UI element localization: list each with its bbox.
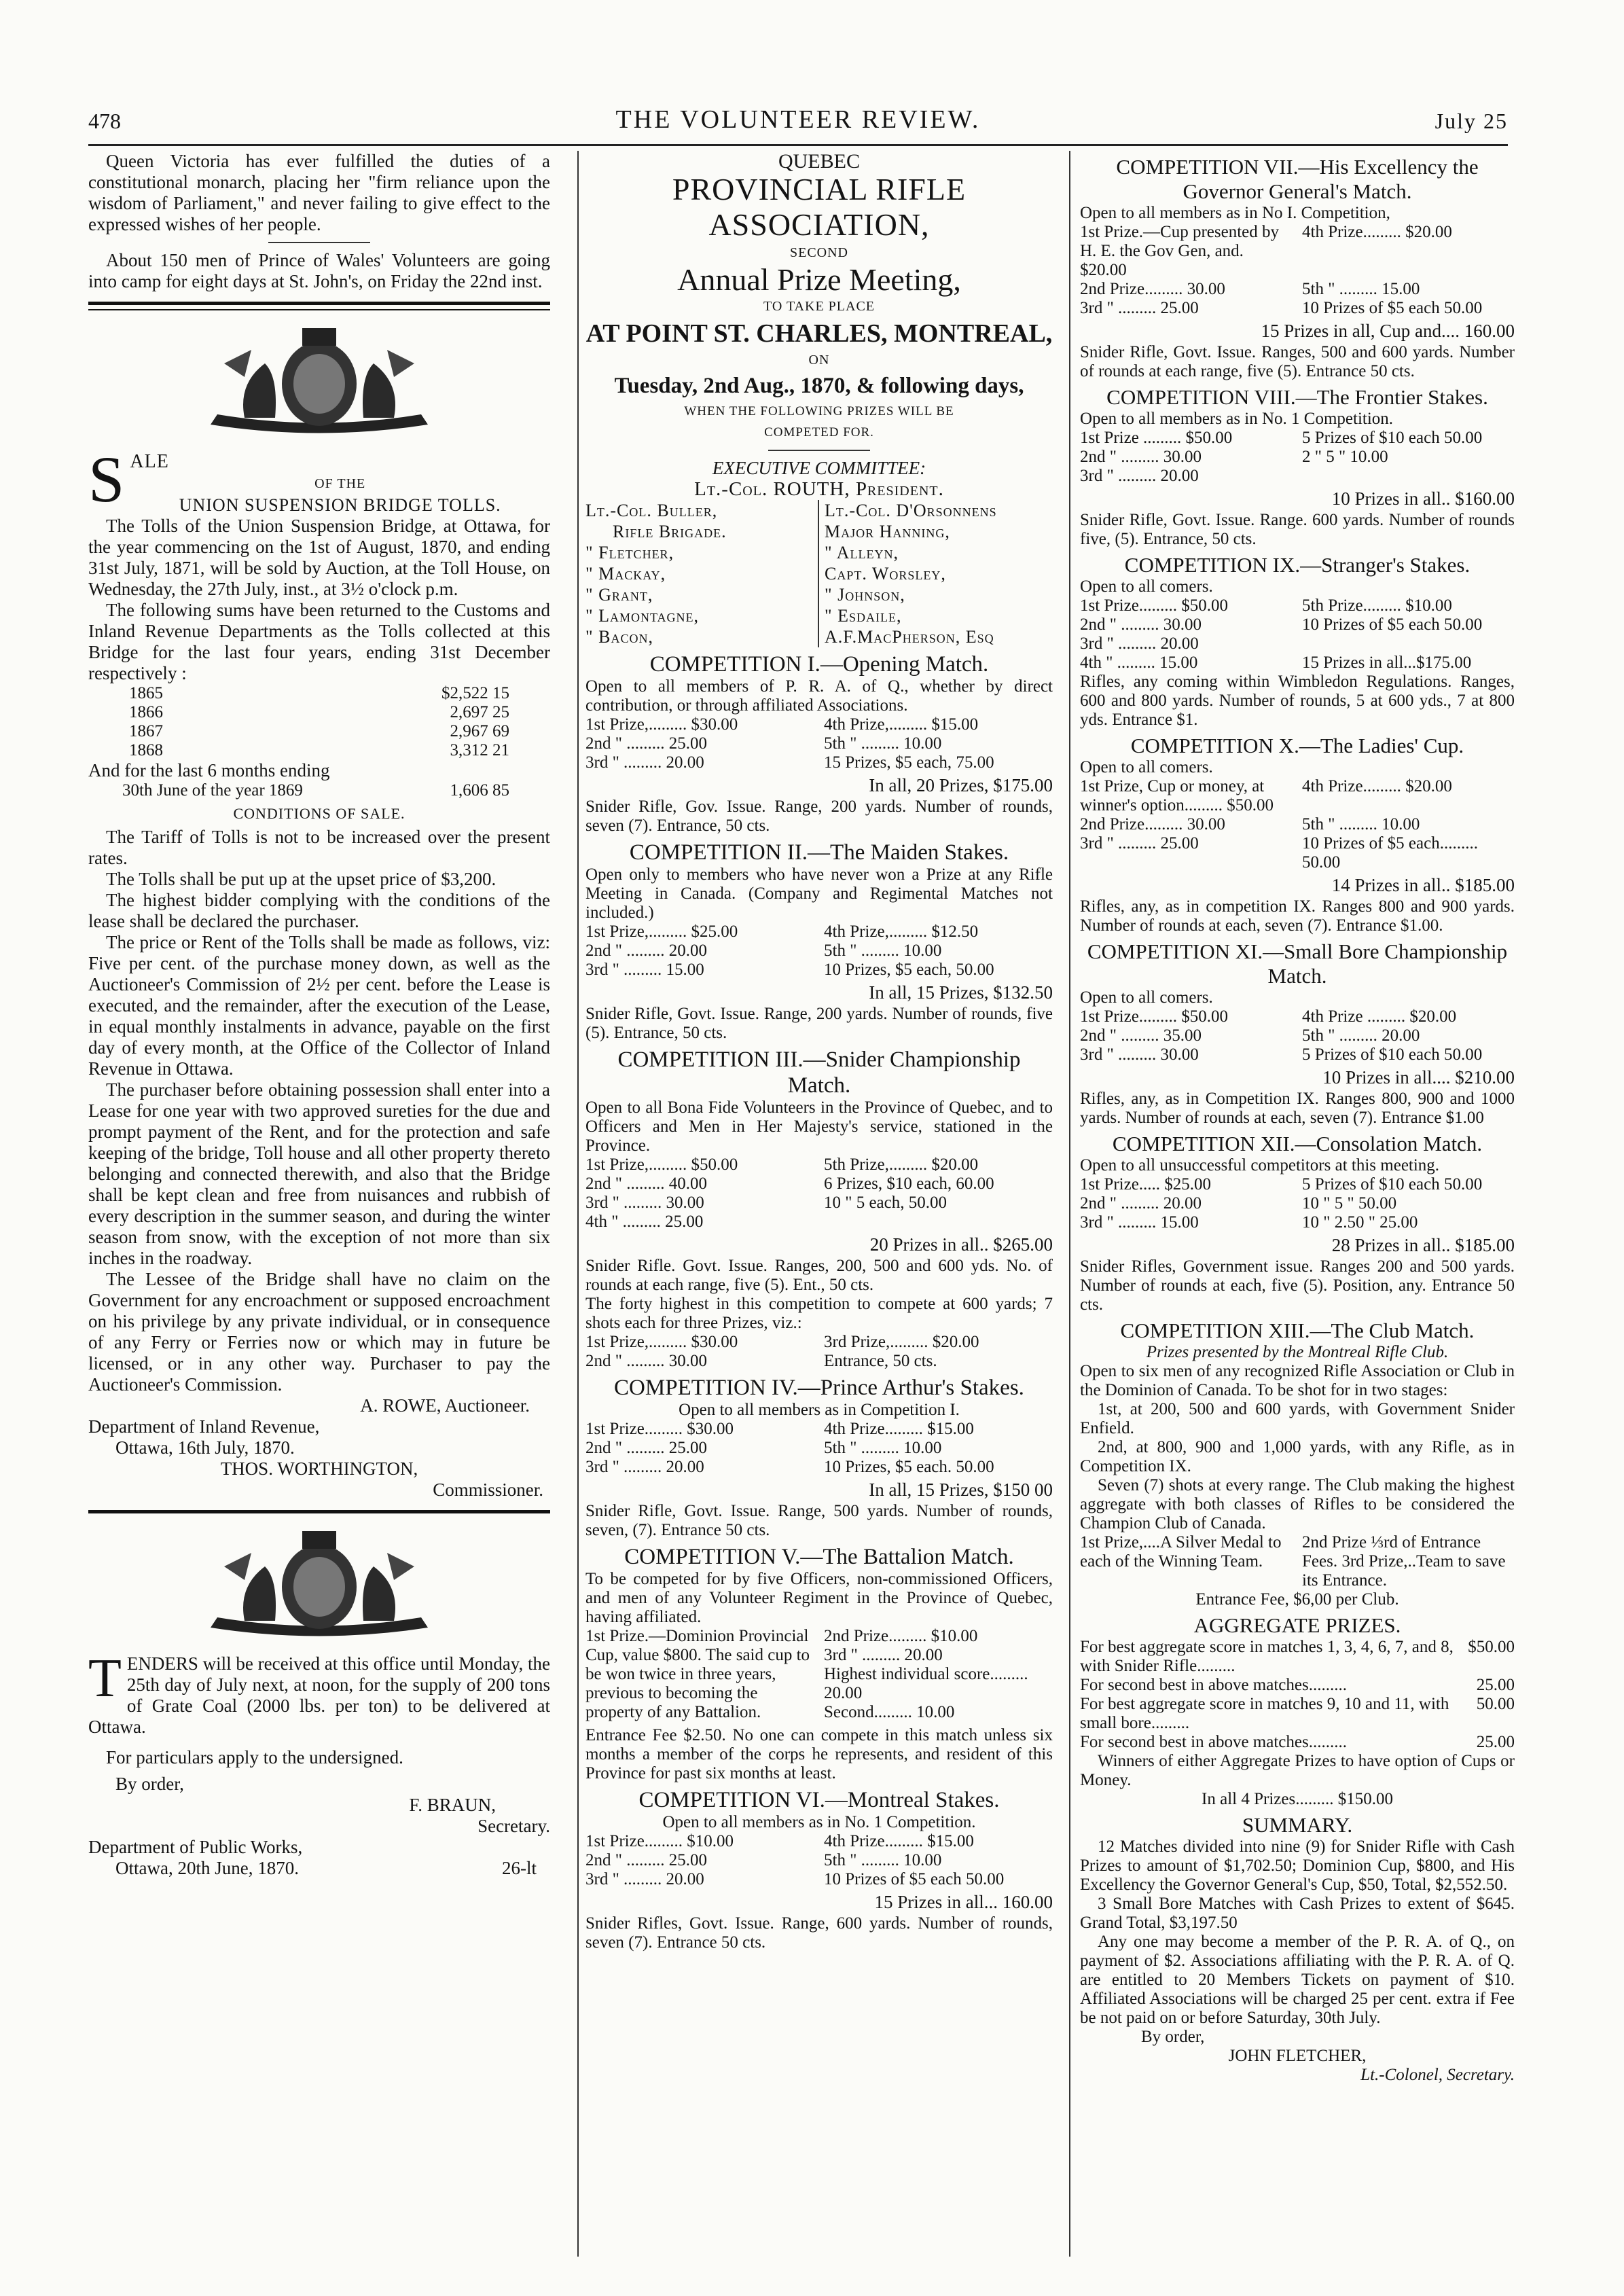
officer: Lt.-Col. Buller, — [585, 500, 819, 521]
competition-3-open: Open to all Bona Fide Volunteers in the Province of Quebec, and to Officers and Men in Her Majesty's service, stationed in the Province. — [585, 1098, 1053, 1155]
ad-second: SECOND — [789, 245, 848, 260]
condition-5: The purchaser before obtaining possession shall enter into a Lease for one year with two approved sureties for the due and prompt payment of the Rent, and for the protection and safe keeping of the bridge, Toll house and all other property thereto belonging and connected therewith, and also that the Bridge shall be kept clean and free from nuisances and rubbish of every description in the summer season, and during the winter season from snow, with the exception of not more than six inches in the roadway. — [88, 1079, 550, 1268]
tolls-row: 1866 2,697 25 — [129, 703, 509, 721]
dept-inland-revenue: Department of Inland Revenue, — [88, 1416, 320, 1437]
competition-6-title: COMPETITION VI.—Montreal Stakes. — [638, 1788, 1000, 1812]
sale-dropcap: S — [88, 450, 125, 516]
competition-7-total: 15 Prizes in all, Cup and.... 160.00 — [1261, 321, 1515, 341]
ad-place: AT POINT ST. CHARLES, MONTREAL, — [585, 319, 1053, 348]
competition-12-total: 28 Prizes in all.. $185.00 — [1331, 1235, 1515, 1255]
ad-dates: Tuesday, 2nd Aug., 1870, & following days, — [614, 374, 1024, 398]
competition-3-rifle: Snider Rifle. Govt. Issue. Ranges, 200, 500 and 600 yds. No. of rounds at each range, five (5). Ent., 50 cts. — [585, 1257, 1053, 1294]
competition-7-title: COMPETITION VII.—His Excellency the Governor General's Match. — [1116, 155, 1479, 203]
competition-5-title: COMPETITION V.—The Battalion Match. — [624, 1545, 1014, 1569]
summary-paragraph-3: Any one may become a member of the P. R. A. of Q., on payment of $2. Associations affiliating with the P. R. A. of Q. are entitled to 20 Members Tickets on payment of $10. Affiliated Associations will be charged 25 per cent. extra if Fee be not paid on or before Saturday, 30th July. — [1080, 1933, 1515, 2027]
dept-public-works-date: Ottawa, 20th June, 1870. 26-lt — [115, 1858, 537, 1878]
issue-date: July 25 — [1434, 109, 1508, 133]
aggregate-row: For second best in above matches......... 25.00 — [1080, 1676, 1515, 1694]
page-number: 478 — [88, 109, 121, 133]
column-divider-2 — [1069, 151, 1070, 2257]
competition-9-open: Open to all comers. — [1080, 577, 1213, 596]
competition-13-fee: Entrance Fee, $6,00 per Club. — [1195, 1590, 1399, 1609]
competition-5-open: To be competed for by five Officers, non-commissioned Officers, and men of any Volunteer Regiment in the Province of Quebec, having affiliated. — [585, 1570, 1053, 1626]
royal-coat-of-arms-icon-2 — [88, 1526, 550, 1641]
competition-10-title: COMPETITION X.—The Ladies' Cup. — [1130, 734, 1464, 757]
competition-7-rifle: Snider Rifle, Govt. Issue. Ranges, 500 and 600 yards. Number of rounds at each range, five (5). Entrance 50 cts. — [1080, 343, 1515, 380]
ad-on: ON — [808, 353, 830, 367]
officer: " Johnson, — [825, 585, 905, 605]
competition-3-prizes: 1st Prize,......... $50.00 5th Prize,......... $20.00 2nd " ......... 40.00 6 Prizes, $10 each, 60.00 3rd " ......... 30.00 10 " 5 each, 50.00 4th " ......... 25.00 — [585, 1155, 994, 1231]
commissioner-name: THOS. WORTHINGTON, — [220, 1458, 418, 1479]
competition-13-stage-1: 1st, at 200, 500 and 600 yards, with Government Snider Enfield. — [1080, 1400, 1515, 1437]
competition-2-total: In all, 15 Prizes, $132.50 — [869, 982, 1053, 1003]
condition-1: The Tariff of Tolls is not to be increased over the present rates. — [88, 827, 550, 868]
competition-6-total: 15 Prizes in all... 160.00 — [874, 1892, 1053, 1912]
competition-9-prizes: 1st Prize......... $50.00 5th Prize......... $10.00 2nd " ......... 30.00 10 Prizes of $5 each 50.00 3rd " ......... 20.00 4th " ......... 15.00 15 Prizes in all...$175.00 — [1080, 596, 1483, 672]
tolls-row: 1865 $2,522 15 — [129, 684, 509, 702]
competition-11-open: Open to all comers. — [1080, 988, 1213, 1007]
ad-prizes-line2: COMPETED FOR. — [764, 425, 874, 440]
competition-5-entrance: Entrance Fee $2.50. No one can compete in this match unless six months a member of the corps he represents, and resident of this Province for past six months at least. — [585, 1726, 1053, 1782]
competition-12-rifle: Snider Rifles, Government issue. Ranges 200 and 500 yards. Number of rounds at each, five (5). Position, any. Entrance 50 cts. — [1080, 1257, 1515, 1314]
sale-heading-text: ALE — [130, 451, 169, 472]
aggregate-prizes-title: AGGREGATE PRIZES. — [1193, 1613, 1401, 1637]
divider — [768, 450, 870, 451]
competition-8-prizes: 1st Prize ......... $50.00 5 Prizes of $10 each 50.00 2nd " ......... 30.00 2 " 5 " 10.00 3rd " ......... 20.00 — [1080, 429, 1483, 485]
competition-10-rifle: Rifles, any, as in competition IX. Ranges 800 and 900 yards. Number of rounds at each, seven (7). Entrance $1.00. — [1080, 897, 1515, 935]
page-header — [88, 102, 1508, 148]
competition-4-prizes: 1st Prize......... $30.00 4th Prize......... $15.00 2nd " ......... 25.00 5th " ......... 10.00 3rd " ......... 20.00 10 Prizes, $5 each. 50.00 — [585, 1420, 994, 1476]
competition-11-total: 10 Prizes in all.... $210.00 — [1322, 1067, 1515, 1088]
aggregate-row: For best aggregate score in matches 9, 10 and 11, with small bore......... 50.00 — [1080, 1695, 1515, 1732]
sale-heading-bridge: UNION SUSPENSION BRIDGE TOLLS. — [179, 495, 501, 515]
summary-paragraph-1: 12 Matches divided into nine (9) for Snider Rifle with Cash Prizes to amount of $1,702.50; Dominion Cup, $800, and His Excellency the Governor General's Cup, $50, Total, $2,552.50. — [1080, 1837, 1515, 1894]
competition-6-open: Open to all members as in No. 1 Competition. — [662, 1813, 976, 1831]
president: Lt.-Col. ROUTH, President. — [694, 478, 944, 500]
competition-5-cup: 1st Prize.—Dominion Provincial Cup, value $800. The said cup to be won twice in three years, previous to becoming the property of any Battalion. — [585, 1627, 810, 1721]
competition-11-prizes: 1st Prize......... $50.00 4th Prize ......... $20.00 2nd " ......... 35.00 5th " ......... 20.00 3rd " ......... 30.00 5 Prizes of $10 each 50.00 — [1080, 1007, 1483, 1064]
competition-12-prizes: 1st Prize..... $25.00 5 Prizes of $10 each 50.00 2nd " ......... 20.00 10 " 5 " 50.00 3rd " ......... 15.00 10 " 2.50 " 25.00 — [1080, 1175, 1483, 1232]
column-left — [88, 151, 550, 2260]
aggregate-row: For second best in above matches......... 25.00 — [1080, 1733, 1515, 1751]
exec-committee-heading: EXECUTIVE COMMITTEE: — [712, 458, 926, 478]
competition-2-prizes: 1st Prize,......... $25.00 4th Prize,......... $12.50 2nd " ......... 20.00 5th " ......... 10.00 3rd " ......... 15.00 10 Prizes, $5 each, 50.00 — [585, 922, 994, 979]
aggregate-total: In all 4 Prizes......... $150.00 — [1202, 1790, 1393, 1808]
conditions-heading: CONDITIONS OF SALE. — [233, 805, 405, 822]
summary-by-order: By order, — [1141, 2028, 1205, 2046]
tender-text: ENDERS will be received at this office until Monday, the 25th day of July next, at noon, for the supply of 200 tons of Grate Coal (2000 lbs. per ton) to be delivered at Ottawa. — [88, 1653, 550, 1737]
tender-notice — [88, 1653, 550, 1738]
tolls-table — [88, 684, 550, 760]
dept-public-works: Department of Public Works, — [88, 1837, 303, 1857]
aggregate-note: Winners of either Aggregate Prizes to have option of Cups or Money. — [1080, 1752, 1515, 1789]
ad-annual-meeting: Annual Prize Meeting, — [677, 262, 961, 297]
competition-3-total: 20 Prizes in all.. $265.00 — [869, 1234, 1053, 1255]
auctioneer-signature: A. ROWE, Auctioneer. — [360, 1395, 530, 1416]
competition-9-rifle: Rifles, any coming within Wimbledon Regulations. Ranges, 600 and 800 yards. Number of rounds, 5 at 600 yds., 7 at 800 yds. Entrance $1. — [1080, 672, 1515, 729]
competition-13-rules: Seven (7) shots at every range. The Club making the highest aggregate with both classes of Rifles to be considered the Champion Club of Canada. — [1080, 1476, 1515, 1532]
officer: Capt. Worsley, — [825, 564, 946, 584]
officer: " Fletcher, — [585, 542, 819, 563]
tender-signer-title: Secretary. — [477, 1816, 550, 1836]
summary-title: SUMMARY. — [1242, 1813, 1353, 1837]
condition-2: The Tolls shall be put up at the upset price of $3,200. — [106, 869, 497, 889]
tolls-last-label: And for the last 6 months ending — [88, 760, 330, 781]
competition-4-total: In all, 15 Prizes, $150 00 — [869, 1479, 1053, 1500]
competition-6-prizes: 1st Prize......... $10.00 4th Prize......... $15.00 2nd " ......... 25.00 5th " ......... 10.00 3rd " ......... 20.00 10 Prizes of $5 each 50.00 — [585, 1832, 1005, 1888]
condition-4: The price or Rent of the Tolls shall be made as follows, viz: Five per cent. of the purchase money down, as well as the Auctioneer's Commission of 2½ per cent. before the Lease is executed, and the remainder, after the execution of the Lease, in equal monthly instalments in advance, payable on the first day of every month, at the Office of the Collector of Inland Revenue in Ottawa. — [88, 932, 550, 1079]
competition-1-rifle: Snider Rifle, Gov. Issue. Range, 200 yards. Number of rounds, seven (7). Entrance, 50 cts. — [585, 797, 1053, 835]
competition-10-prizes: 1st Prize, Cup or money, at winner's option......... $50.00 4th Prize......... $20.00 2nd Prize......... 30.00 5th " ......... 10.00 3rd " ......... 25.00 10 Prizes of $5 each......... 50.00 — [1080, 777, 1478, 872]
royal-coat-of-arms-icon — [88, 323, 550, 438]
competition-13-presented: Prizes presented by the Montreal Rifle Club. — [1146, 1343, 1449, 1361]
competition-1-open: Open to all members of P. R. A. of Q., whether by direct contribution, or through affiliated Associations. — [585, 677, 1053, 715]
editorial-paragraph-volunteers: About 150 men of Prince of Wales' Volunteers are going into camp for eight days at St. John's, on Friday the 22nd inst. — [88, 250, 550, 291]
competition-2-title: COMPETITION II.—The Maiden Stakes. — [629, 840, 1009, 865]
officer: " Alleyn, — [825, 543, 899, 562]
competition-1-prizes: 1st Prize,......... $30.00 4th Prize,......... $15.00 2nd " ......... 25.00 5th " ......... 10.00 3rd " ......... 20.00 15 Prizes, $5 each, 75.00 — [585, 715, 994, 772]
officer: " Mackay, — [585, 563, 819, 584]
competition-1-title: COMPETITION I.—Opening Match. — [649, 652, 989, 677]
commissioner-title: Commissioner. — [433, 1479, 543, 1500]
ad-to-take-place: TO TAKE PLACE — [763, 299, 875, 314]
section-rule — [88, 1510, 550, 1513]
officer: " Esdaile, — [825, 606, 902, 626]
competition-11-title: COMPETITION XI.—Small Bore Championship Match. — [1087, 939, 1508, 988]
competition-8-open: Open to all members as in No. 1 Competition. — [1080, 410, 1394, 428]
tender-signer: F. BRAUN, — [409, 1795, 496, 1815]
sale-heading-of: OF THE — [314, 476, 366, 491]
officer: Lt.-Col. D'Orsonnens — [825, 501, 997, 520]
competition-1-total: In all, 20 Prizes, $175.00 — [869, 775, 1053, 795]
column-right — [1080, 151, 1515, 2260]
competition-11-rifle: Rifles, any, as in Competition IX. Ranges 800, 900 and 1000 yards. Number of rounds at each, seven (7). Entrance $1.00 — [1080, 1090, 1515, 1127]
editorial-paragraph-queen: Queen Victoria has ever fulfilled the duties of a constitutional monarch, placing her "firm reliance upon the wisdom of Parliament," and never failing to give effect to the expressed wishes of her people. — [88, 151, 550, 234]
sale-paragraph-1: The Tolls of the Union Suspension Bridge, at Ottawa, for the year commencing on the 1st of August, 1870, and ending 31st July, 1871, will be sold by Auction, at the Toll House, on Wednesday, the 27th July, inst., at 3½ o'clock p.m. — [88, 516, 550, 599]
tender-particulars: For particulars apply to the undersigned. — [106, 1747, 403, 1768]
competition-8-rifle: Snider Rifle, Govt. Issue. Range. 600 yards. Number of rounds five, (5). Entrance, 50 cts. — [1080, 511, 1515, 548]
ad-association-name: PROVINCIAL RIFLE ASSOCIATION, — [672, 172, 967, 242]
sale-heading — [88, 450, 550, 516]
aggregate-row: For best aggregate score in matches 1, 3, 4, 6, 7, and 8, with Snider Rifle......... $50.00 — [1080, 1638, 1515, 1675]
tender-by-order: By order, — [115, 1774, 184, 1794]
competition-5-prizes — [585, 1627, 1053, 1722]
officer: " Grant, — [585, 584, 819, 605]
officer: " Lamontagne, — [585, 605, 819, 626]
competition-13-prizes: 1st Prize,....A Silver Medal to each of the Winning Team. 2nd Prize ⅓rd of Entrance Fees. 3rd Prize,..Team to save its Entrance. — [1080, 1533, 1506, 1590]
officer: A.F.MacPherson, Esq — [825, 627, 994, 647]
competition-7-open: Open to all members as in No I. Competition, — [1080, 204, 1390, 222]
sale-paragraph-2: The following sums have been returned to the Customs and Inland Revenue Departments as the Tolls collected at this Bridge for the last four years, ending 31st December respectively : — [88, 600, 550, 683]
competition-3-note: The forty highest in this competition to compete at 600 yards; 7 shots each for three Prizes, viz.: — [585, 1295, 1053, 1332]
officer: Rifle Brigade. — [585, 521, 819, 542]
header-rule — [88, 144, 1508, 146]
competition-2-rifle: Snider Rifle, Govt. Issue. Range, 200 yards. Number of rounds, five (5). Entrance, 50 cts. — [585, 1005, 1053, 1042]
competition-2-open: Open only to members who have never won a Prize at any Rifle Meeting in Canada. (Company and Regimental Matches not included.) — [585, 865, 1053, 922]
competition-12-open: Open to all unsuccessful competitors at this meeting. — [1080, 1156, 1440, 1174]
competition-4-rifle: Snider Rifle, Govt. Issue. Range, 500 yards. Number of rounds, seven, (7). Entrance 50 cts. — [585, 1502, 1053, 1539]
tolls-row: 1867 2,967 69 — [129, 722, 509, 740]
divider — [268, 242, 370, 243]
tolls-last-row: 30th June of the year 1869 1,606 85 — [122, 781, 509, 800]
competition-3-prizes-600: 1st Prize,......... $30.00 3rd Prize,......... $20.00 2nd " ......... 30.00 Entrance, 50 cts. — [585, 1333, 979, 1370]
newspaper-title: THE VOLUNTEER REVIEW. — [615, 105, 981, 134]
ad-prizes-line1: WHEN THE FOLLOWING PRIZES WILL BE — [684, 404, 954, 418]
competition-9-title: COMPETITION IX.—Stranger's Stakes. — [1124, 553, 1470, 577]
competition-13-stage-2: 2nd, at 800, 900 and 1,000 yards, with any Rifle, as in Competition IX. — [1080, 1438, 1515, 1475]
competition-13-open: Open to six men of any recognized Rifle Association or Club in the Dominion of Canada. To be shot for in two stages: — [1080, 1362, 1515, 1399]
competition-8-total: 10 Prizes in all.. $160.00 — [1331, 488, 1515, 509]
section-rule-thin — [88, 309, 550, 310]
column-divider-1 — [577, 151, 579, 2257]
summary-paragraph-2: 3 Small Bore Matches with Cash Prizes to extent of $645. Grand Total, $3,197.50 — [1080, 1895, 1515, 1932]
ad-code: 26-lt — [502, 1858, 537, 1878]
competition-3-title: COMPETITION III.—Snider Championship Match. — [617, 1047, 1021, 1098]
competition-10-total: 14 Prizes in all.. $185.00 — [1331, 875, 1515, 895]
competition-7-prizes: 1st Prize.—Cup presented by H. E. the Gov Gen, and. $20.00 4th Prize......... $20.00 2nd Prize......... 30.00 5th " ......... 15.00 3rd " ......... 25.00 10 Prizes of $5 each 50.00 — [1080, 223, 1483, 317]
dept-inland-revenue-date: Ottawa, 16th July, 1870. — [115, 1437, 295, 1458]
condition-6: The Lessee of the Bridge shall have no claim on the Government for any encroachment or supposed encroachment on his privilege by any private individual, or in consequence of any Ferry or Ferries now or which may in future be licensed, or in any other way. Purchaser to pay the Auctioneer's Commission. — [88, 1269, 550, 1395]
tender-dropcap: T — [88, 1653, 122, 1708]
tolls-row: 1868 3,312 21 — [129, 741, 509, 759]
summary-signer: JOHN FLETCHER, — [1228, 2047, 1367, 2065]
officer: Major Hanning, — [825, 522, 950, 541]
competition-8-title: COMPETITION VIII.—The Frontier Stakes. — [1106, 385, 1488, 409]
competition-12-title: COMPETITION XII.—Consolation Match. — [1112, 1132, 1483, 1155]
summary-signer-title: Lt.-Colonel, Secretary. — [1360, 2066, 1515, 2084]
competition-4-open: Open to all members as in Competition I. — [679, 1401, 960, 1419]
aggregate-prizes-table — [1080, 1638, 1515, 1752]
condition-3: The highest bidder complying with the conditions of the lease shall be declared the purchaser. — [88, 890, 550, 931]
competition-10-open: Open to all comers. — [1080, 758, 1213, 776]
competition-5-other-prizes: 2nd Prize......... $10.00 3rd " ......... 20.00 Highest individual score......... 20.00 Second......... 10.00 — [824, 1627, 1028, 1721]
competition-4-title: COMPETITION IV.—Prince Arthur's Stakes. — [614, 1376, 1024, 1400]
competition-6-rifle: Snider Rifles, Govt. Issue. Range, 600 yards. Number of rounds, seven (7). Entrance 50 cts. — [585, 1914, 1053, 1952]
competition-13-title: COMPETITION XIII.—The Club Match. — [1120, 1319, 1475, 1342]
section-rule — [88, 302, 550, 305]
officer: " Bacon, — [585, 626, 819, 647]
officers-list — [585, 500, 1053, 647]
column-middle — [585, 151, 1053, 2260]
ad-quebec: QUEBEC — [778, 151, 860, 173]
